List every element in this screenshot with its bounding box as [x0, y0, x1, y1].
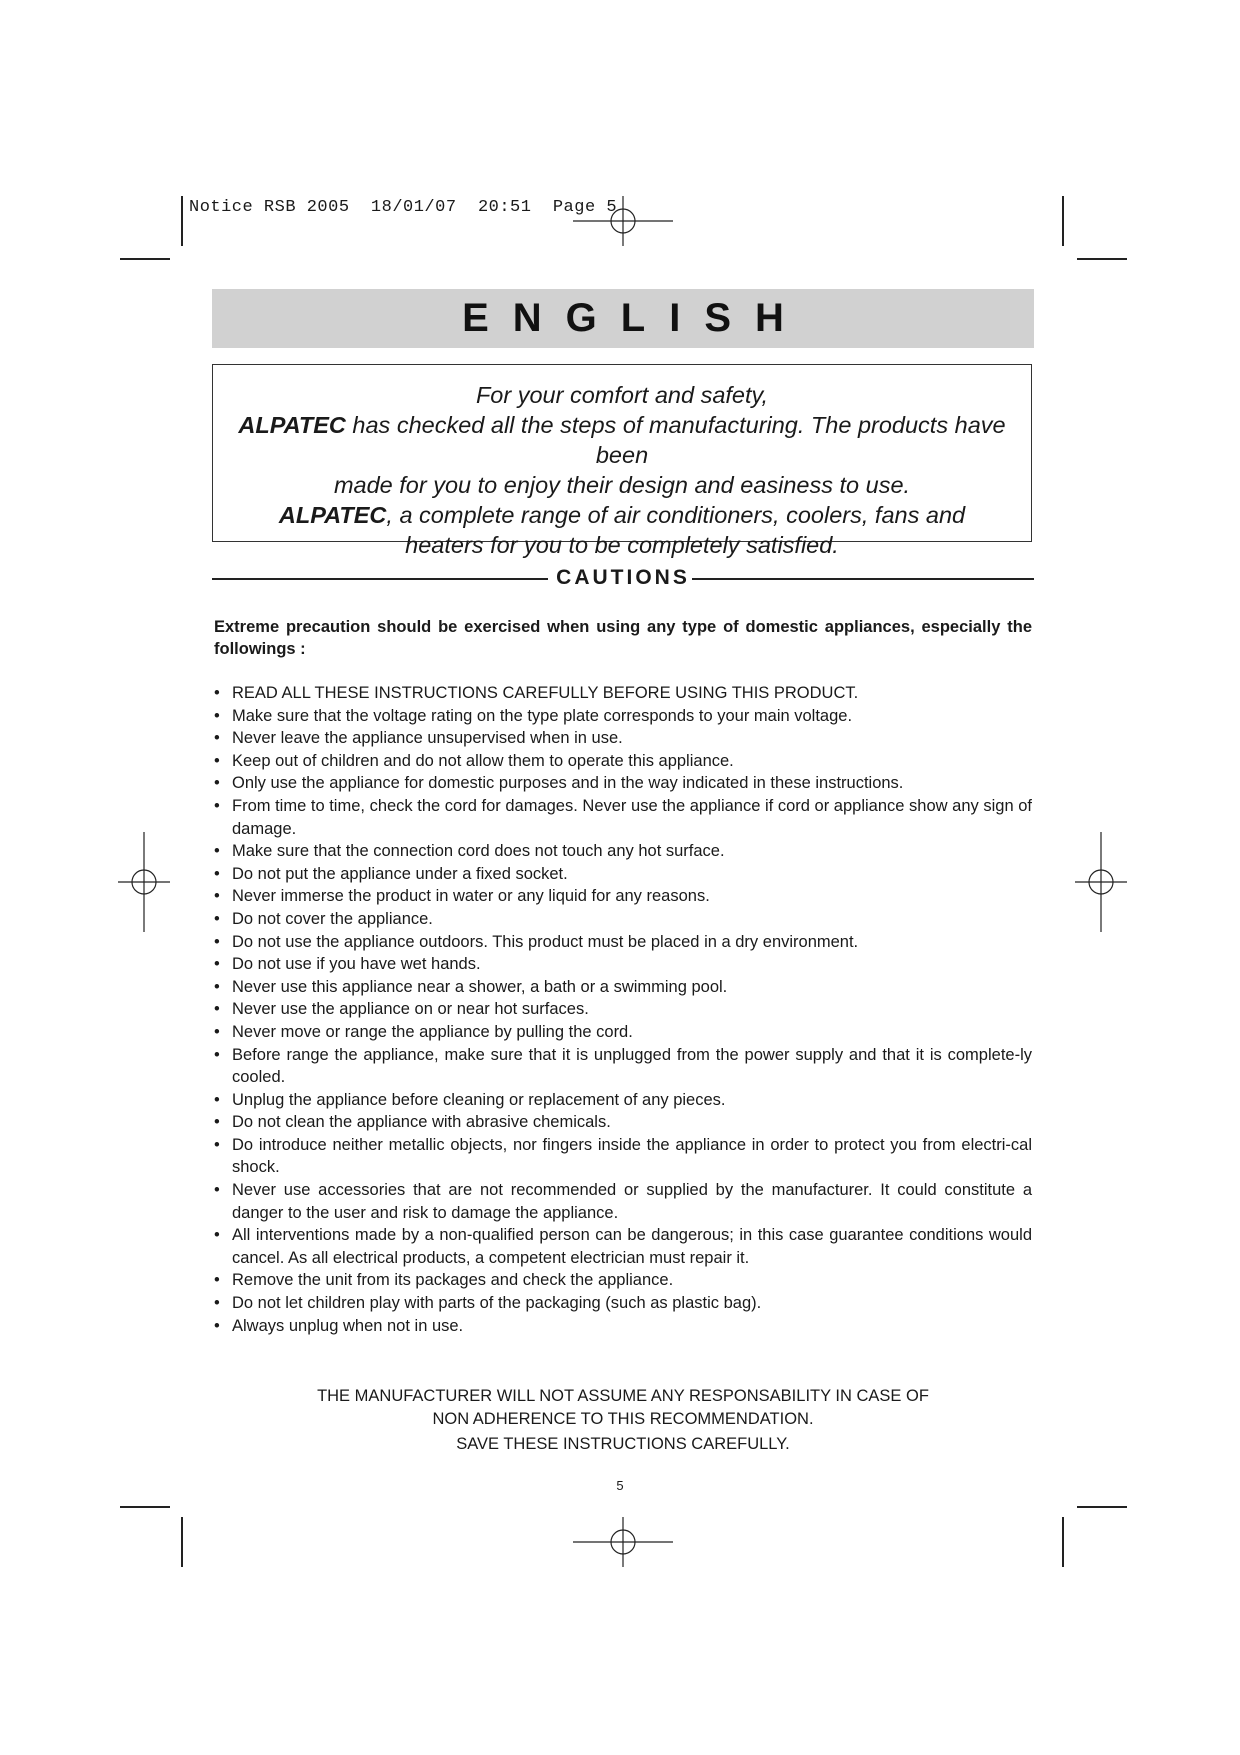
registration-mark-icon	[573, 1517, 673, 1567]
disclaimer-line: NON ADHERENCE TO THIS RECOMMENDATION.	[432, 1410, 814, 1428]
page-number: 5	[616, 1478, 624, 1493]
language-banner	[212, 289, 1034, 348]
list-item: • Do not clean the appliance with abrasive chemicals.	[214, 1111, 1032, 1134]
list-item: • Never use this appliance near a shower, a bath or a swimming pool.	[214, 976, 1032, 999]
save-instructions-line: SAVE THESE INSTRUCTIONS CAREFULLY.	[456, 1435, 790, 1453]
list-item: • Never use the appliance on or near hot surfaces.	[214, 998, 1032, 1021]
list-item: • All interventions made by a non-qualified person can be dangerous; in this case guarantee conditions would cancel. As all electrical products, a competent electrician must repair it.	[214, 1224, 1032, 1269]
list-item: • Only use the appliance for domestic purposes and in the way indicated in these instructions.	[214, 772, 1032, 795]
disclaimer-line: THE MANUFACTURER WILL NOT ASSUME ANY RESPONSABILITY IN CASE OF	[317, 1387, 929, 1405]
list-item: • Never leave the appliance unsupervised when in use.	[214, 727, 1032, 750]
list-item: • Remove the unit from its packages and check the appliance.	[214, 1269, 1032, 1292]
list-item: • READ ALL THESE INSTRUCTIONS CAREFULLY BEFORE USING THIS PRODUCT.	[214, 682, 1032, 705]
list-item: • Make sure that the voltage rating on the type plate corresponds to your main voltage.	[214, 705, 1032, 728]
divider	[692, 578, 1034, 580]
cautions-list	[214, 682, 1032, 1337]
list-item: • Keep out of children and do not allow them to operate this appliance.	[214, 750, 1032, 773]
intro-line: heaters for you to be completely satisfied.	[405, 532, 839, 558]
intro-box	[212, 364, 1032, 558]
intro-line: made for you to enjoy their design and easiness to use.	[333, 472, 911, 498]
list-item: • Make sure that the connection cord does not touch any hot surface.	[214, 840, 1032, 863]
list-item: • Do not put the appliance under a fixed socket.	[214, 863, 1032, 886]
registration-mark-icon	[1075, 832, 1127, 932]
cautions-title: CAUTIONS	[556, 566, 690, 589]
language-title: ENGLISH	[462, 296, 808, 340]
list-item: • From time to time, check the cord for damages. Never use the appliance if cord or appliance show any sign of damage.	[214, 795, 1032, 840]
list-item: • Never use accessories that are not recommended or supplied by the manufacturer. It could constitute a danger to the user and risk to damage the appliance.	[214, 1179, 1032, 1224]
list-item: • Never immerse the product in water or any liquid for any reasons.	[214, 885, 1032, 908]
list-item: • Before range the appliance, make sure that it is unplugged from the power supply and that it is complete-ly cooled.	[214, 1044, 1032, 1089]
list-item: • Do not use if you have wet hands.	[214, 953, 1032, 976]
registration-mark-icon	[118, 832, 170, 932]
intro-line: For your comfort and safety,	[475, 382, 769, 408]
intro-line: ALPATEC, a complete range of air conditioners, coolers, fans and	[278, 502, 966, 528]
list-item: • Do introduce neither metallic objects, nor fingers inside the appliance in order to protect you from electri-cal shock.	[214, 1134, 1032, 1179]
print-slug: Notice RSB 2005 18/01/07 20:51 Page 5	[189, 198, 618, 217]
list-item: • Unplug the appliance before cleaning or replacement of any pieces.	[214, 1089, 1032, 1112]
cautions-lead: Extreme precaution should be exercised when using any type of domestic appliances, especially the followings :	[214, 618, 1032, 658]
list-item: • Do not cover the appliance.	[214, 908, 1032, 931]
cautions-heading	[212, 566, 1034, 592]
list-item: • Never move or range the appliance by pulling the cord.	[214, 1021, 1032, 1044]
list-item: • Do not use the appliance outdoors. This product must be placed in a dry environment.	[214, 931, 1032, 954]
list-item: • Always unplug when not in use.	[214, 1315, 1032, 1338]
list-item: • Do not let children play with parts of the packaging (such as plastic bag).	[214, 1292, 1032, 1315]
registration-mark-icon	[573, 196, 673, 246]
brand-name: ALPATEC	[278, 502, 387, 528]
brand-name: ALPATEC	[238, 412, 346, 438]
intro-line: ALPATEC has checked all the steps of manufacturing. The products have been	[238, 412, 1006, 468]
